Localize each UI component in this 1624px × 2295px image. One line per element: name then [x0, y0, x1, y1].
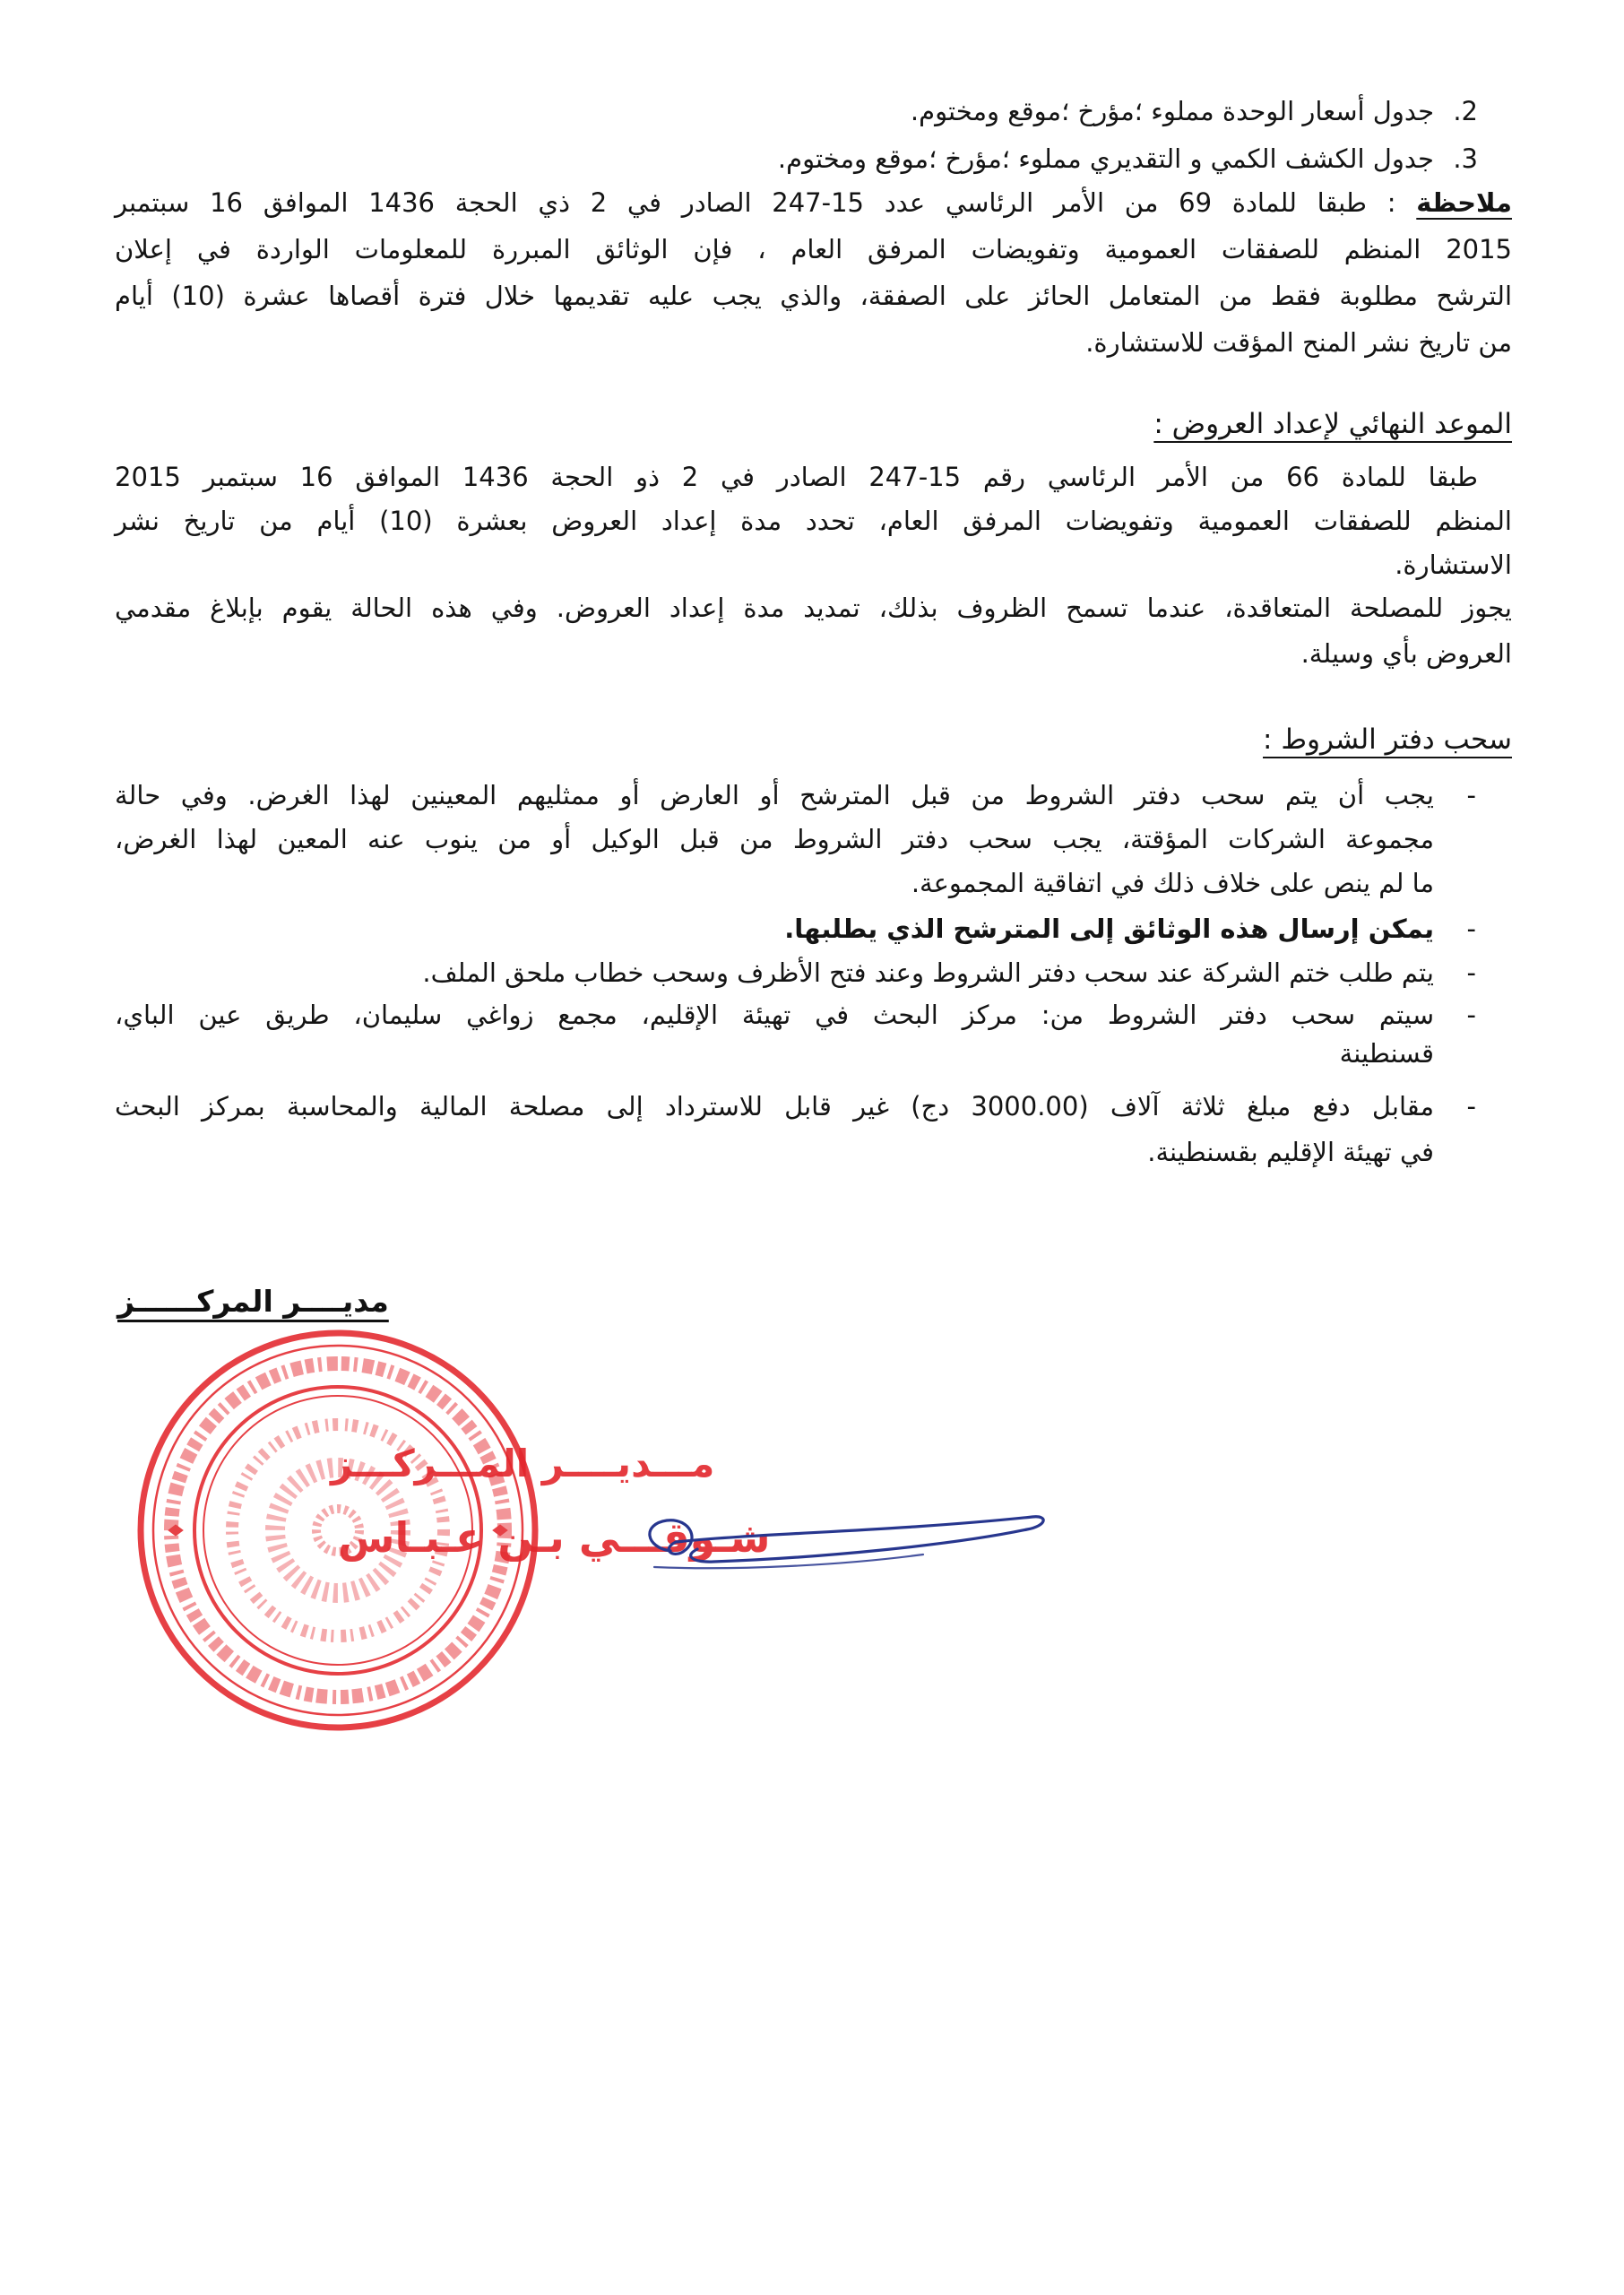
bullet-line: قسنطينة: [1339, 1038, 1434, 1069]
bullet-line: مقابل دفع مبلغ ثلاثة آلاف (3000.00 دج) غير قابل للاسترداد إلى مصلحة المالية والمحاسبة بمركز البحث: [115, 1091, 1435, 1122]
bullet-marker: -: [1466, 957, 1476, 988]
bullet-line: ما لم ينص على خلاف ذلك في اتفاقية المجموعة.: [911, 868, 1434, 898]
note-line: من تاريخ نشر المنح المؤقت للاستشارة.: [1085, 327, 1512, 358]
paragraph-line: الاستشارة.: [1395, 550, 1512, 580]
bullet-item: [115, 1084, 1512, 1175]
paragraph-line: العروض بأي وسيلة.: [1300, 638, 1512, 669]
list-item: [115, 135, 1512, 183]
note-paragraph: [115, 179, 1512, 366]
section-heading-deadline: الموعد النهائي لإعداد العروض :: [1153, 408, 1512, 440]
stamp-title-text: مـــديــــر المـــركـــز: [331, 1442, 715, 1485]
bullet-item: [115, 996, 1512, 1073]
bullet-line: يجب أن يتم سحب دفتر الشروط من قبل المترشح أو العارض أو ممثليهم المعينين لهذا الغرض. وفي حالة: [115, 780, 1434, 810]
bullet-line: مجموعة الشركات المؤقتة، يجب سحب دفتر الشروط من قبل الوكيل أو من ينوب عنه المعين لهذا الغرض،: [115, 824, 1434, 854]
extension-paragraph: [115, 585, 1512, 677]
bullet-item: [115, 951, 1512, 995]
list-item-text: جدول أسعار الوحدة مملوء ؛مؤرخ ؛موقع ومختوم.: [910, 96, 1434, 126]
section-withdrawal: [115, 714, 1512, 765]
bullet-line: يمكن إرسال هذه الوثائق إلى المترشح الذي يطلبها.: [784, 914, 1434, 944]
paragraph-line: يجوز للمصلحة المتعاقدة، عندما تسمح الظروف بذلك، تمديد مدة إعداد العروض. وفي هذه الحالة يقوم بإبلاغ مقدمي: [115, 593, 1512, 623]
note-label: ملاحظة: [1416, 187, 1512, 218]
signature-stroke: [650, 1517, 1043, 1562]
deadline-paragraph: [115, 455, 1512, 587]
signatory-title: مديــــر المركــــــز: [117, 1284, 389, 1319]
bullet-marker: -: [1466, 780, 1476, 810]
list-item-number: 3.: [1453, 143, 1478, 174]
bullet-line: يتم طلب ختم الشركة عند سحب دفتر الشروط وعند فتح الأظرف وسحب خطاب ملحق الملف.: [422, 957, 1434, 988]
note-line-text: : طبقا للمادة 69 من الأمر الرئاسي عدد 15-247 الصادر في 2 ذي الحجة 1436 الموافق 16 سبتمبر: [115, 187, 1417, 218]
bullet-marker: -: [1466, 1091, 1476, 1122]
bullet-item: [115, 774, 1512, 905]
bullet-marker: -: [1466, 914, 1476, 944]
paragraph-line: المنظم للصفقات العمومية وتفويضات المرفق العام، تحدد مدة إعداد العروض بعشرة (10) أيام من تاريخ نشر: [115, 506, 1512, 536]
note-line: الترشح مطلوبة فقط من المتعامل الحائز على الصفقة، والذي يجب عليه تقديمها خلال فترة أقصاها عشرة (10) أيام: [115, 281, 1513, 311]
stamp-name-text: شـوقـــي بـن عـبـاس: [338, 1513, 771, 1562]
paragraph-line: طبقا للمادة 66 من الأمر الرئاسي رقم 15-247 الصادر في 2 ذو الحجة 1436 الموافق 16 سبتمبر 2015: [115, 462, 1478, 492]
bullet-marker: -: [1466, 1000, 1476, 1030]
handwritten-signature: [627, 1495, 1058, 1585]
bullet-item: [115, 907, 1512, 951]
document-body: [115, 0, 1512, 2295]
section-deadline: [115, 399, 1512, 449]
section-heading-withdrawal: سحب دفتر الشروط :: [1263, 723, 1512, 756]
list-item-text: جدول الكشف الكمي و التقديري مملوء ؛مؤرخ ؛موقع ومختوم.: [777, 143, 1434, 174]
required-documents-list: [115, 88, 1512, 183]
note-line: 2015 المنظم للصفقات العمومية وتفويضات المرفق العام ، فإن الوثائق المبررة للمعلومات الواردة في إعلان: [115, 234, 1512, 264]
bullet-line: في تهيئة الإقليم بقسنطينة.: [1147, 1137, 1434, 1167]
list-item-number: 2.: [1453, 96, 1478, 126]
note-line: [115, 179, 1512, 226]
bullet-line: سيتم سحب دفتر الشروط من: مركز البحث في تهيئة الإقليم، مجمع زواغي سليمان، طريق عين الباي،: [115, 1000, 1434, 1030]
list-item: [115, 88, 1512, 135]
